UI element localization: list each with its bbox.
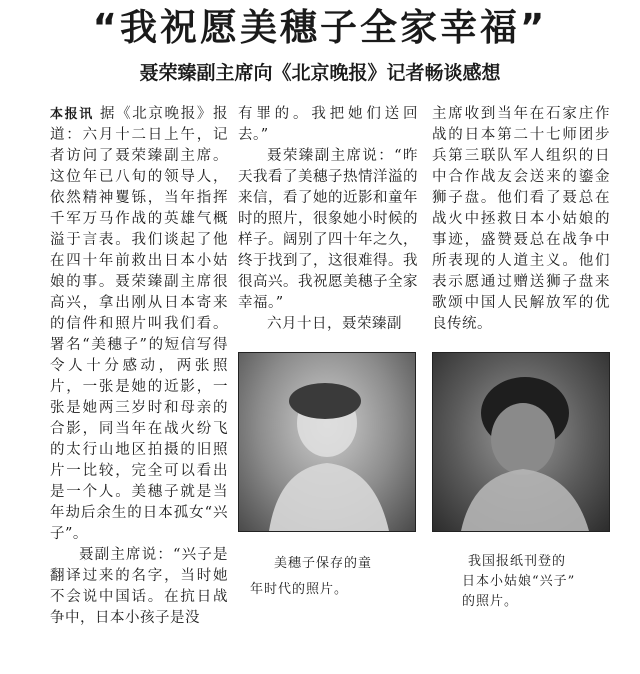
photo-2-caption-line-2: 日本小姑娘“兴子” [462,574,576,589]
column-2-paragraph-2: 聂荣臻副主席说：“昨天我看了美穗子热情洋溢的来信，看了她的近影和童年时的照片，很象她小时候的样子。阔别了四十年之久，终于找到了，这很难得。我很高兴。我祝愿美穗子全家幸福。” [238,148,418,311]
column-3-paragraph-1: 主席收到当年在石家庄作战的日本第二十七师团步兵第三联队军人组织的日中合作战友会送来的鎏金狮子盘。他们看了聂总在战火中拯救日本小姑娘的事迹，盛赞聂总在战争中所表现的人道主义。他们表示愿通过赠送狮子盘来歌颂中国人民解放军的优良传统。 [432,106,610,332]
photo-1-caption-line-2: 年时代的照片。 [250,582,349,597]
subheadline: 聂荣臻副主席向《北京晚报》记者畅谈感想 [139,62,501,84]
photo-2-caption-line-1: 我国报纸刊登的 [468,554,567,569]
column-3 [432,104,610,335]
column-2 [238,104,418,335]
column-2-paragraph-3: 六月十日，聂荣臻副 [267,316,402,332]
column-1-paragraph-2: 聂副主席说：“兴子是翻译过来的名字，当时她不会说中国话。在抗日战争中，日本小孩子是没 [50,547,228,626]
photo-child-xingzi [432,352,610,532]
column-1-text-1: 据《北京晚报》报道：六月十二日上午，记者访问了聂荣臻副主席。这位年已八旬的领导人，依然精神矍铄，当年指挥千军万马作战的英雄气概溢于言表。我们谈起了他在四十年前救出日本小姑娘的事。聂荣臻副主席很高兴，拿出刚从日本寄来的信件和照片叫我们看。署名“美穗子”的短信写得令人十分感动，两张照片，一张是她的近影，一张是她两三岁时和母亲的合影，同当年在战火纷飞的太行山地区拍摄的旧照片一比较，完全可以看出是一个人。美穗子就是当年劫后余生的日本孤女“兴子”。 [50,106,228,542]
photo-1-caption-line-1: 美穗子保存的童 [274,556,373,571]
column-1-paragraph-1 [50,104,228,545]
child-portrait-icon [239,353,415,531]
child-portrait-icon [433,353,609,531]
column-1 [50,104,228,629]
photo-child-meihoko [238,352,416,532]
column-2-paragraph-1: 有罪的。我把她们送回去。” [238,106,418,143]
headline: “我祝愿美穗子全家幸福” [92,6,548,49]
photo-2-caption-line-3: 的照片。 [462,594,519,609]
dateline: 本报讯 [50,107,94,122]
